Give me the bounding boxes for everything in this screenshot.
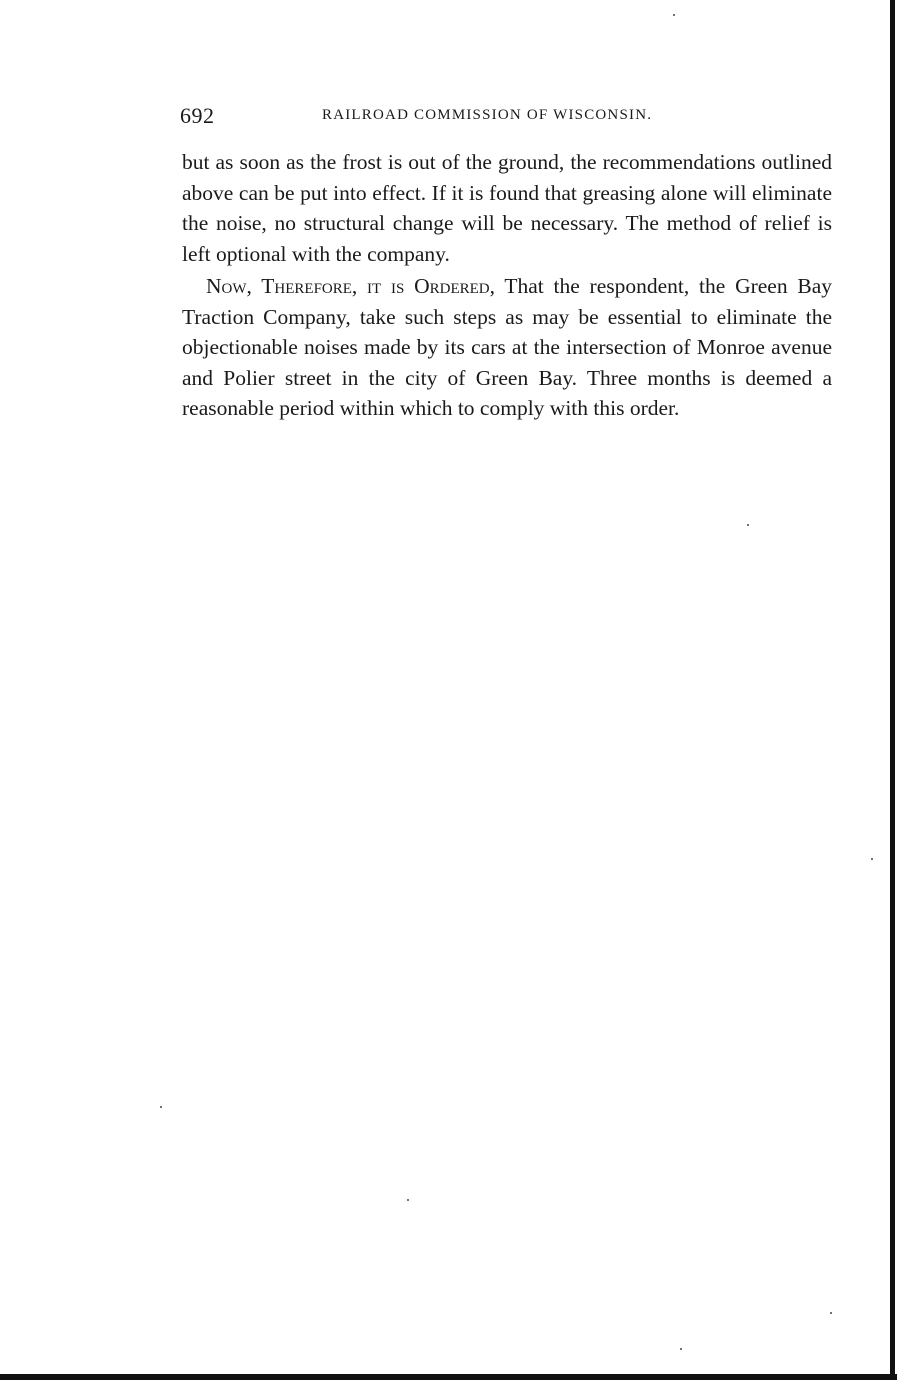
- scan-border-bottom: [0, 1374, 897, 1380]
- order-paragraph: [182, 271, 832, 424]
- scan-speck: [407, 1199, 409, 1201]
- paragraph-continued: but as soon as the frost is out of the ground, the recommendations outlined above can be put into effect. If it is found that greasing alone will eliminate the noise, no structural change will be necessary. The method of relief is left optional with the company.: [182, 150, 832, 266]
- scan-speck: [160, 1106, 162, 1108]
- scan-speck: [830, 1312, 832, 1314]
- order-text: That the respondent, the Green Bay Traction Company, take such steps as may be essential to eliminate the objectionable noises made by its cars at the intersection of Monroe avenue and Polier street in the city of Green Bay. Three months is deemed a reasonable period within which to comply with this order.: [182, 274, 832, 420]
- scan-speck: [871, 858, 873, 860]
- page-number: 692: [180, 103, 215, 128]
- scan-border-right: [890, 0, 895, 1380]
- scan-speck: [747, 524, 749, 526]
- scan-speck: [680, 1348, 682, 1350]
- running-head: RAILROAD COMMISSION OF WISCONSIN.: [322, 107, 653, 123]
- page-header: [180, 103, 692, 131]
- order-lead-in: Now, Therefore, it is Ordered,: [206, 274, 495, 298]
- scan-speck: [673, 14, 675, 16]
- body-text: [182, 147, 832, 426]
